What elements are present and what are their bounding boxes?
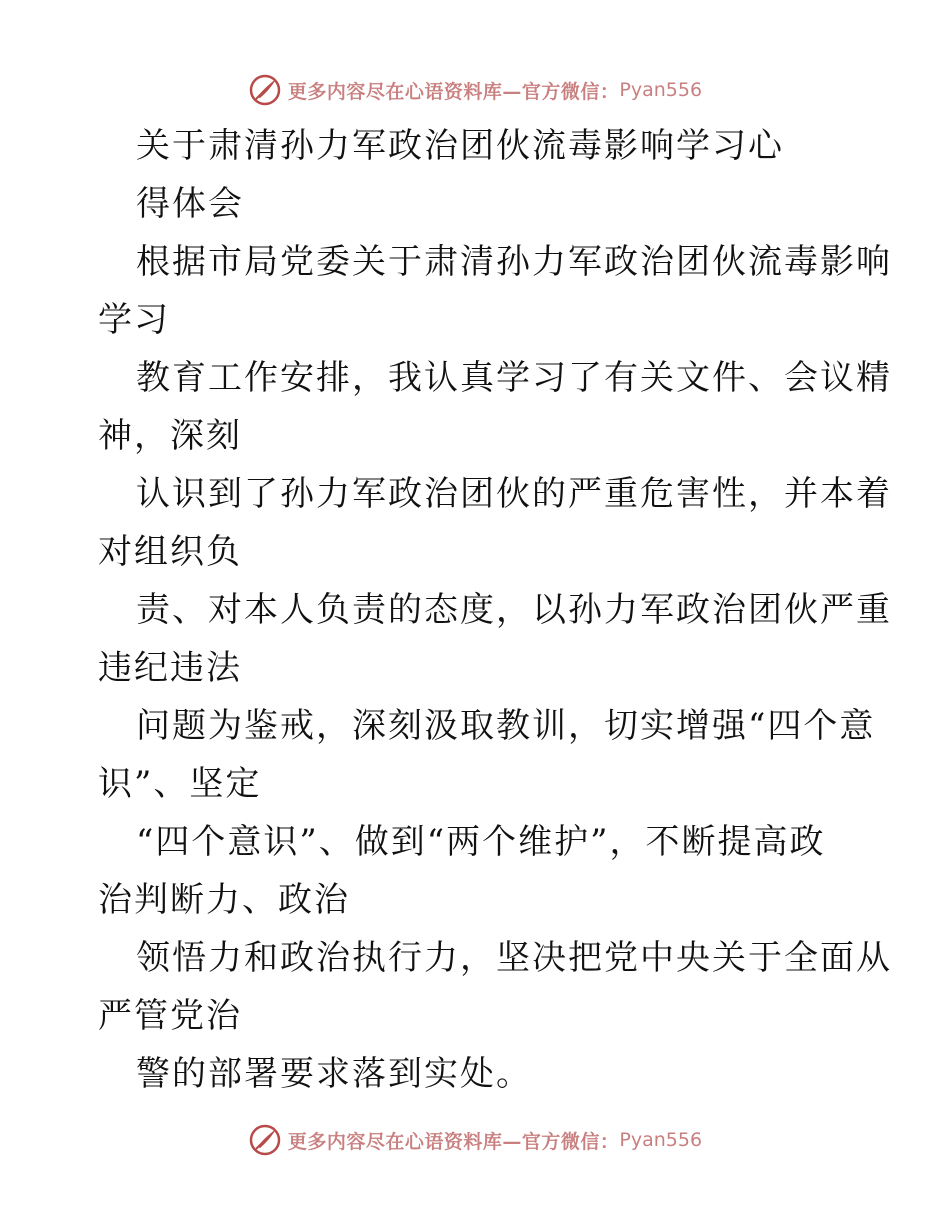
paragraph-line: 违纪违法 [98, 648, 242, 688]
paragraph-line: 识”、坚定 [98, 764, 262, 804]
footer-watermark [0, 1120, 950, 1160]
watermark-wechat-id: Pyan556 [619, 1129, 703, 1151]
paragraph-line: 警的部署要求落到实处。 [136, 1054, 532, 1094]
quill-pen-logo-icon [248, 1123, 282, 1157]
quill-pen-logo-icon [248, 73, 282, 107]
document-title-line-1: 关于肃清孙力军政治团伙流毒影响学习心 [136, 126, 784, 166]
watermark-text: 更多内容尽在心语资料库—官方微信： [287, 1130, 620, 1153]
paragraph-line: 问题为鉴戒，深刻汲取教训，切实增强“四个意 [136, 706, 876, 746]
watermark-wechat-id: Pyan556 [619, 79, 703, 101]
document-title-line-2: 得体会 [136, 184, 244, 224]
watermark-text: 更多内容尽在心语资料库—官方微信： [287, 80, 620, 103]
paragraph-line: 根据市局党委关于肃清孙力军政治团伙流毒影响 [136, 242, 892, 282]
paragraph-line: 治判断力、政治 [98, 880, 350, 920]
paragraph-line: 责、对本人负责的态度，以孙力军政治团伙严重 [136, 590, 892, 630]
paragraph-line: 学习 [98, 300, 170, 340]
paragraph-line: 教育工作安排，我认真学习了有关文件、会议精 [136, 358, 892, 398]
header-watermark [0, 70, 950, 110]
paragraph-line: 领悟力和政治执行力，坚决把党中央关于全面从 [136, 938, 892, 978]
paragraph-line: “四个意识”、做到“两个维护”，不断提高政 [136, 822, 826, 862]
paragraph-line: 神，深刻 [98, 416, 242, 456]
paragraph-line: 严管党治 [98, 996, 242, 1036]
paragraph-line: 对组织负 [98, 532, 242, 572]
paragraph-line: 认识到了孙力军政治团伙的严重危害性，并本着 [136, 474, 892, 514]
